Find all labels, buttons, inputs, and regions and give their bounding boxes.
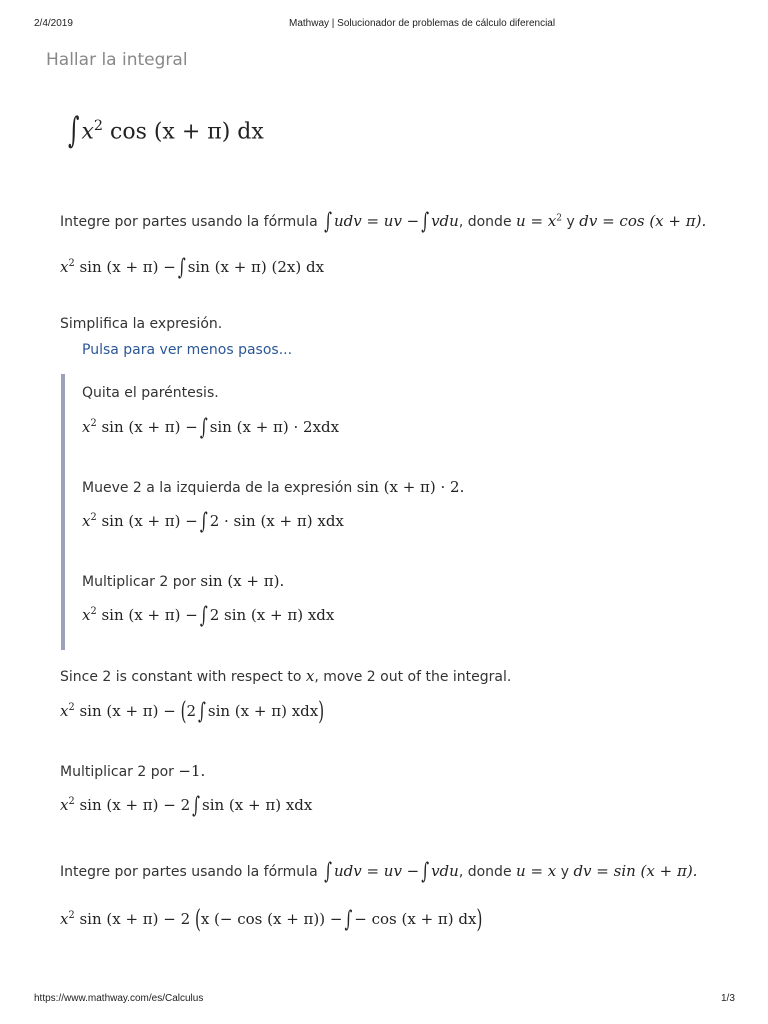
step-3-text: Since 2 is constant with respect to x, move 2 out of the integral. <box>60 667 512 685</box>
problem-expression: $\int x^2$ cos (x + π) dx <box>68 111 264 152</box>
substep-1-text: Quita el paréntesis. <box>82 385 219 401</box>
print-page-number: 1/3 <box>721 993 735 1004</box>
print-url: https://www.mathway.com/es/Calculus <box>34 993 204 1004</box>
step-3-result: $x^2$ sin (x + π) − (2 ∫ sin (x + π) xdx) <box>60 695 325 727</box>
page-title: Hallar la integral <box>46 50 188 70</box>
step-1-text: Integre por partes usando la fórmula ∫ udv = uv − ∫ vdu, donde $u = x^2$ y dv = cos (x + π). <box>60 207 707 235</box>
step-5-text: Integre por partes usando la fórmula ∫ udv = uv − ∫ vdu, donde u = x y dv = sin (x + π). <box>60 857 698 885</box>
substep-2-text: Mueve 2 a la izquierda de la expresión sin (x + π) · 2. <box>82 478 465 496</box>
substep-3-result: $x^2$ sin (x + π) − ∫ 2 sin (x + π) xdx <box>82 601 335 629</box>
step-5-result: $x^2$ sin (x + π) − 2 (x (− cos (x + π)) − ∫ − cos (x + π) dx) <box>60 903 483 935</box>
step-1-result: $x^2$ sin (x + π) − ∫ sin (x + π) (2x) dx <box>60 253 325 281</box>
substep-3-text: Multiplicar 2 por sin (x + π). <box>82 572 285 590</box>
substep-1-result: $x^2$ sin (x + π) − ∫ sin (x + π) · 2xdx <box>82 413 340 441</box>
substeps-bar <box>61 374 65 650</box>
step-2-text: Simplifica la expresión. <box>60 316 223 332</box>
step-4-result: $x^2$ sin (x + π) − 2 ∫ sin (x + π) xdx <box>60 791 313 819</box>
print-title: Mathway | Solucionador de problemas de cálculo diferencial <box>289 18 556 29</box>
substep-2-result: $x^2$ sin (x + π) − ∫ 2 · sin (x + π) xdx <box>82 507 344 535</box>
step-4-text: Multiplicar 2 por −1. <box>60 762 206 780</box>
print-date: 2/4/2019 <box>34 18 73 29</box>
toggle-steps-link[interactable]: Pulsa para ver menos pasos... <box>82 342 293 358</box>
